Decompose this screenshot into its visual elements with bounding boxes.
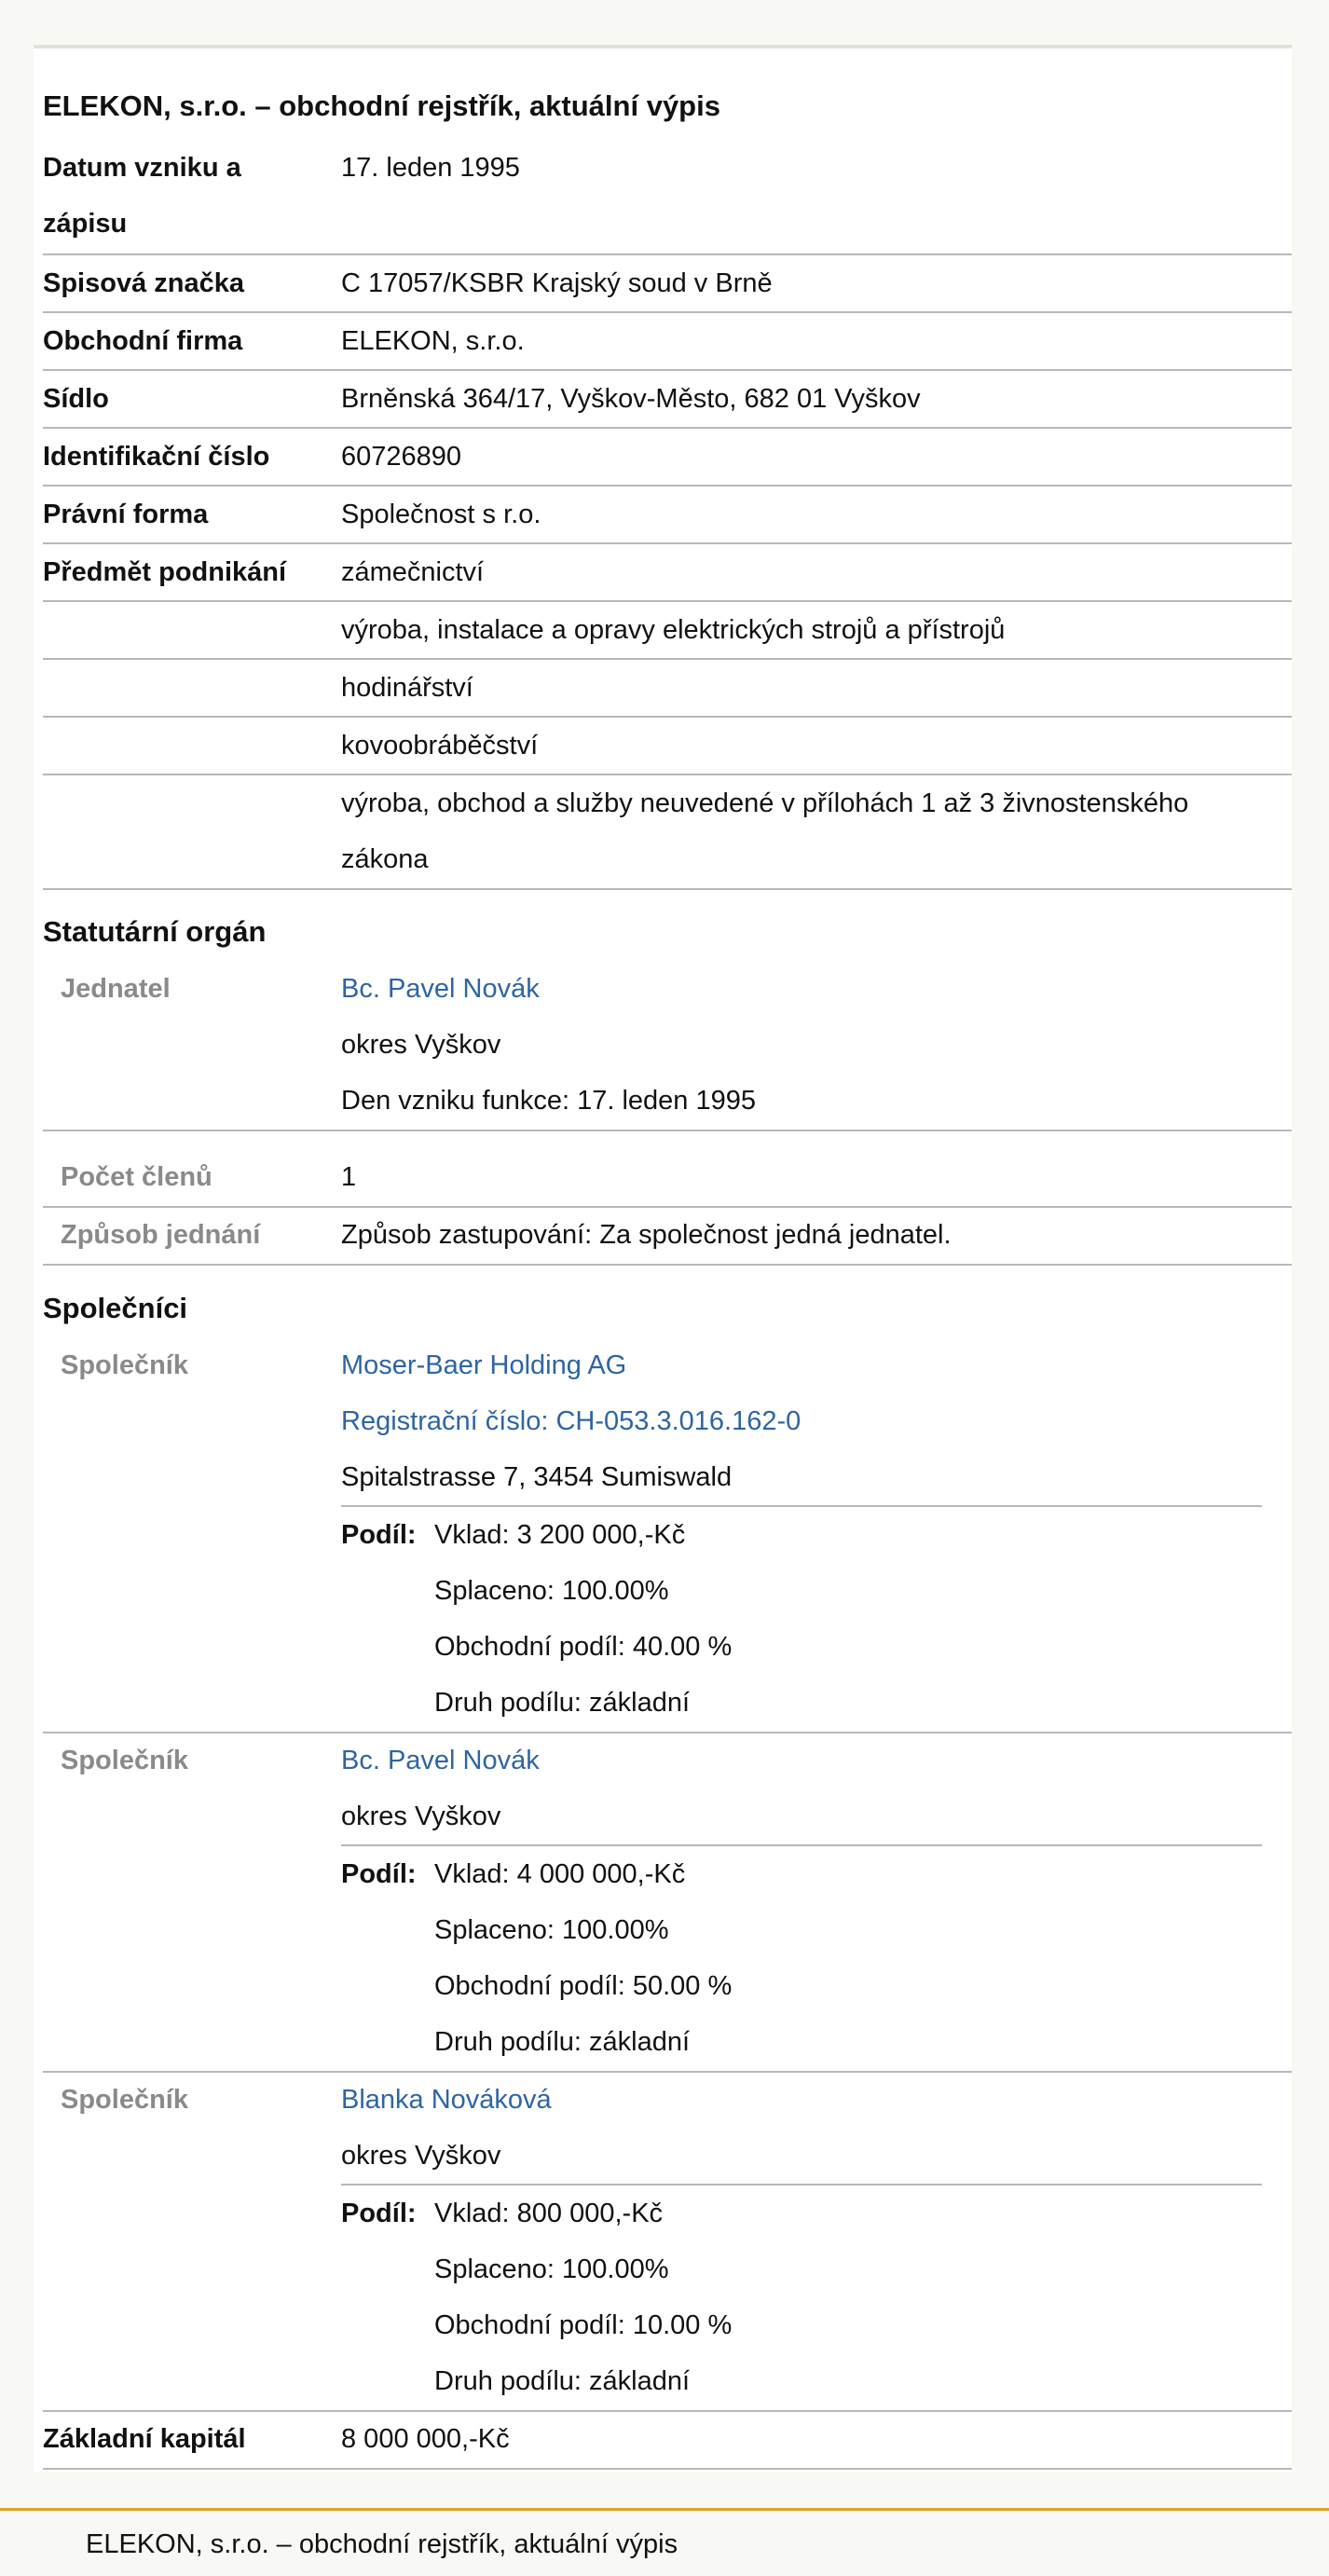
sidlo-label: Sídlo xyxy=(43,384,109,414)
predmet-item: kovoobráběčství xyxy=(341,731,539,760)
podil-splaceno: Splaceno: 100.00% xyxy=(434,1576,669,1606)
divider xyxy=(43,1130,1292,1131)
podil-obchodni: Obchodní podíl: 50.00 % xyxy=(434,1971,733,2001)
spolecnik-addr: okres Vyškov xyxy=(341,1802,501,1831)
divider xyxy=(341,2184,1262,2185)
pocet-label: Počet členů xyxy=(61,1162,212,1192)
pocet-value: 1 xyxy=(341,1162,357,1192)
spolecnik-label: Společník xyxy=(61,2085,188,2115)
podil-label: Podíl: xyxy=(341,2199,417,2228)
spis-label: Spisová značka xyxy=(43,268,244,298)
zpusob-value: Způsob zastupování: Za společnost jedná jednatel. xyxy=(341,1220,952,1250)
footer-rule xyxy=(0,2508,1329,2511)
predmet-item: výroba, instalace a opravy elektrických strojů a přístrojů xyxy=(341,615,1006,645)
podil-obchodni: Obchodní podíl: 10.00 % xyxy=(434,2310,733,2340)
divider xyxy=(43,1206,1292,1208)
divider xyxy=(43,1732,1292,1733)
page-title: ELEKON, s.r.o. – obchodní rejstřík, aktuální výpis xyxy=(43,89,720,122)
spolecnik-label: Společník xyxy=(61,1350,188,1380)
divider xyxy=(43,600,1292,602)
datum-label-cont: zápisu xyxy=(43,209,128,239)
kapital-value: 8 000 000,-Kč xyxy=(341,2424,510,2454)
divider xyxy=(43,2410,1292,2412)
forma-label: Právní forma xyxy=(43,500,209,529)
podil-vklad: Vklad: 4 000 000,-Kč xyxy=(434,1859,686,1889)
jednatel-name-link[interactable]: Bc. Pavel Novák xyxy=(341,974,540,1004)
sidlo-value: Brněnská 364/17, Vyškov-Město, 682 01 Vyškov xyxy=(341,384,921,414)
divider xyxy=(341,1844,1262,1846)
predmet-item: výroba, obchod a služby neuvedené v přílohách 1 až 3 živnostenského xyxy=(341,788,1189,818)
podil-druh: Druh podílu: základní xyxy=(434,2027,691,2057)
podil-label: Podíl: xyxy=(341,1859,417,1889)
divider xyxy=(43,1264,1292,1266)
podil-druh: Druh podílu: základní xyxy=(434,2366,691,2396)
divider xyxy=(43,311,1292,313)
datum-label: Datum vzniku a xyxy=(43,153,241,183)
spis-value: C 17057/KSBR Krajský soud v Brně xyxy=(341,268,773,298)
divider xyxy=(43,888,1292,890)
spolecnik-name-link[interactable]: Moser-Baer Holding AG xyxy=(341,1350,627,1380)
podil-vklad: Vklad: 3 200 000,-Kč xyxy=(434,1520,686,1550)
forma-value: Společnost s r.o. xyxy=(341,500,541,529)
divider xyxy=(43,253,1292,255)
podil-druh: Druh podílu: základní xyxy=(434,1688,691,1718)
spolecnik-name-link[interactable]: Blanka Nováková xyxy=(341,2085,552,2115)
jednatel-label: Jednatel xyxy=(61,974,171,1004)
spolecnik-addr: okres Vyškov xyxy=(341,2141,501,2171)
podil-label: Podíl: xyxy=(341,1520,417,1550)
predmet-item: hodinářství xyxy=(341,673,473,703)
spolecnik-reg-link[interactable]: Registrační číslo: CH-053.3.016.162-0 xyxy=(341,1406,802,1436)
kapital-label: Základní kapitál xyxy=(43,2424,246,2454)
podil-obchodni: Obchodní podíl: 40.00 % xyxy=(434,1632,733,1662)
predmet-item-cont: zákona xyxy=(341,844,429,874)
zpusob-label: Způsob jednání xyxy=(61,1220,261,1250)
footer-text: ELEKON, s.r.o. – obchodní rejstřík, aktuální výpis xyxy=(86,2529,678,2559)
spolecnik-label: Společník xyxy=(61,1746,188,1775)
spolecnik-name-link[interactable]: Bc. Pavel Novák xyxy=(341,1746,540,1775)
divider xyxy=(43,774,1292,775)
divider xyxy=(43,485,1292,486)
predmet-label: Předmět podnikání xyxy=(43,557,287,587)
datum-value: 17. leden 1995 xyxy=(341,153,520,183)
divider xyxy=(43,369,1292,371)
firma-value: ELEKON, s.r.o. xyxy=(341,326,525,356)
divider xyxy=(43,716,1292,718)
divider xyxy=(43,2071,1292,2073)
divider xyxy=(43,2468,1292,2470)
section-heading-statutarni: Statutární orgán xyxy=(43,915,267,948)
firma-label: Obchodní firma xyxy=(43,326,243,356)
jednatel-okres: okres Vyškov xyxy=(341,1030,501,1060)
ico-label: Identifikační číslo xyxy=(43,442,270,472)
section-heading-spolecnici: Společníci xyxy=(43,1292,188,1324)
podil-splaceno: Splaceno: 100.00% xyxy=(434,2254,669,2284)
predmet-item: zámečnictví xyxy=(341,557,485,587)
spolecnik-addr: Spitalstrasse 7, 3454 Sumiswald xyxy=(341,1462,733,1492)
podil-splaceno: Splaceno: 100.00% xyxy=(434,1915,669,1945)
jednatel-den: Den vzniku funkce: 17. leden 1995 xyxy=(341,1086,756,1116)
divider xyxy=(43,427,1292,429)
podil-vklad: Vklad: 800 000,-Kč xyxy=(434,2199,664,2228)
divider xyxy=(43,658,1292,660)
ico-value: 60726890 xyxy=(341,442,462,472)
divider xyxy=(43,542,1292,544)
divider xyxy=(341,1505,1262,1507)
